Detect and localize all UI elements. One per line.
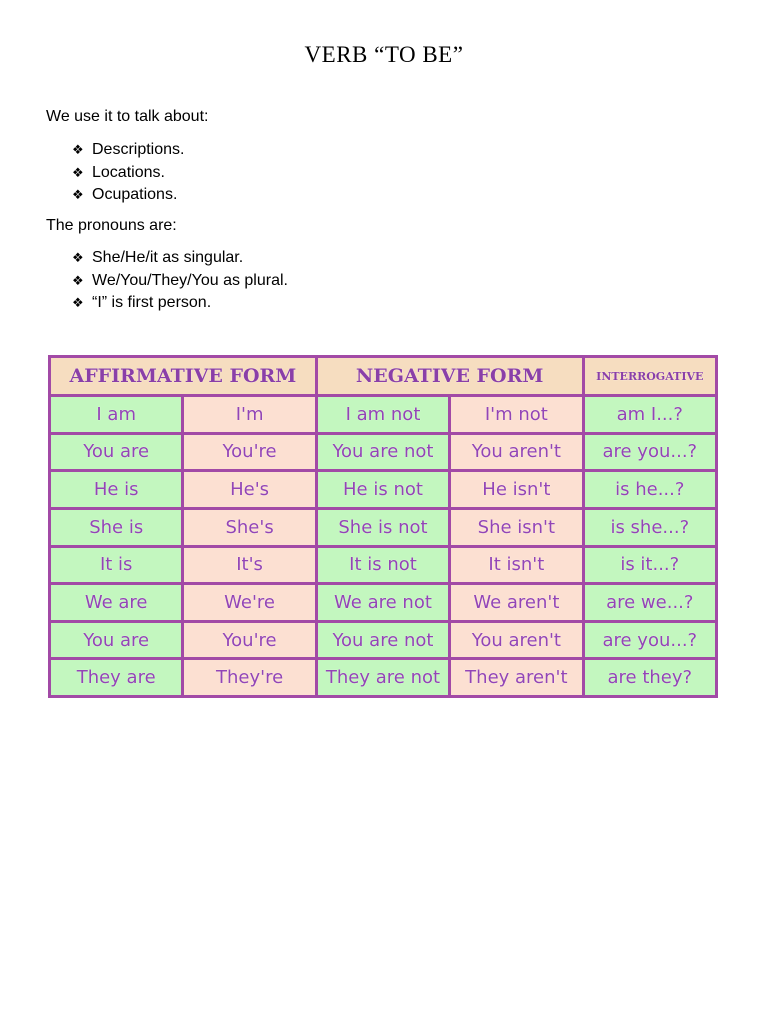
list-item bbox=[72, 292, 288, 315]
diamond-bullet-icon: ❖ bbox=[72, 164, 84, 180]
list-item bbox=[72, 184, 184, 207]
table-body bbox=[50, 396, 717, 697]
affirmative-contraction-cell: You're bbox=[183, 621, 316, 659]
negative-contraction-cell: They aren't bbox=[450, 659, 583, 697]
interrogative-cell: am I...? bbox=[583, 396, 716, 434]
pronouns-intro-text: The pronouns are: bbox=[46, 217, 177, 234]
pronouns-list bbox=[72, 247, 288, 315]
interrogative-cell: is he...? bbox=[583, 471, 716, 509]
affirmative-full-cell: We are bbox=[50, 584, 183, 622]
affirmative-contraction-cell: It's bbox=[183, 546, 316, 584]
affirmative-contraction-cell: They're bbox=[183, 659, 316, 697]
list-item-text: She/He/it as singular. bbox=[92, 249, 244, 266]
diamond-bullet-icon: ❖ bbox=[72, 142, 84, 157]
negative-full-cell: They are not bbox=[316, 659, 449, 697]
negative-contraction-cell: We aren't bbox=[450, 584, 583, 622]
affirmative-full-cell: I am bbox=[50, 396, 183, 434]
negative-full-cell: She is not bbox=[316, 508, 449, 546]
table-row bbox=[50, 584, 717, 622]
negative-full-cell: You are not bbox=[316, 621, 449, 659]
affirmative-contraction-cell: She's bbox=[183, 508, 316, 546]
list-item-text: We/You/They/You as plural. bbox=[92, 271, 288, 289]
affirmative-form-header: AFFIRMATIVE FORM bbox=[50, 357, 317, 396]
page-title: VERB “TO BE” bbox=[304, 42, 464, 67]
table-row bbox=[50, 621, 717, 659]
diamond-bullet-icon: ❖ bbox=[72, 295, 84, 310]
affirmative-full-cell: They are bbox=[50, 659, 183, 697]
table-row bbox=[50, 396, 717, 434]
negative-contraction-cell: It isn't bbox=[450, 546, 583, 584]
negative-contraction-cell: She isn't bbox=[450, 508, 583, 546]
affirmative-full-cell: He is bbox=[50, 471, 183, 509]
table-row bbox=[50, 659, 717, 697]
negative-contraction-cell: You aren't bbox=[450, 433, 583, 471]
list-item-text: “I” is first person. bbox=[92, 294, 212, 311]
list-item bbox=[72, 247, 288, 270]
affirmative-contraction-cell: You're bbox=[183, 433, 316, 471]
table-row bbox=[50, 508, 717, 546]
negative-full-cell: We are not bbox=[316, 584, 449, 622]
diamond-bullet-icon: ❖ bbox=[72, 272, 84, 288]
list-item bbox=[72, 162, 184, 185]
negative-form-header: NEGATIVE FORM bbox=[316, 357, 583, 396]
affirmative-full-cell: She is bbox=[50, 508, 183, 546]
table-header-row bbox=[50, 357, 717, 396]
interrogative-cell: are you...? bbox=[583, 621, 716, 659]
table-row bbox=[50, 471, 717, 509]
negative-full-cell: I am not bbox=[316, 396, 449, 434]
negative-full-cell: It is not bbox=[316, 546, 449, 584]
table-row bbox=[50, 546, 717, 584]
interrogative-cell: are they? bbox=[583, 659, 716, 697]
negative-contraction-cell: He isn't bbox=[450, 471, 583, 509]
interrogative-cell: is she...? bbox=[583, 508, 716, 546]
list-item bbox=[72, 270, 288, 293]
table-row bbox=[50, 433, 717, 471]
negative-contraction-cell: You aren't bbox=[450, 621, 583, 659]
diamond-bullet-icon: ❖ bbox=[72, 187, 84, 202]
list-item-text: Descriptions. bbox=[92, 141, 185, 158]
affirmative-contraction-cell: He's bbox=[183, 471, 316, 509]
affirmative-contraction-cell: We're bbox=[183, 584, 316, 622]
affirmative-full-cell: It is bbox=[50, 546, 183, 584]
negative-full-cell: You are not bbox=[316, 433, 449, 471]
uses-list bbox=[72, 139, 184, 207]
intro-text: We use it to talk about: bbox=[46, 108, 209, 125]
list-item-text: Locations. bbox=[92, 163, 165, 181]
interrogative-cell: are we...? bbox=[583, 584, 716, 622]
negative-contraction-cell: I'm not bbox=[450, 396, 583, 434]
list-item bbox=[72, 139, 184, 162]
negative-full-cell: He is not bbox=[316, 471, 449, 509]
affirmative-contraction-cell: I'm bbox=[183, 396, 316, 434]
interrogative-cell: is it...? bbox=[583, 546, 716, 584]
verb-to-be-table bbox=[48, 355, 718, 698]
affirmative-full-cell: You are bbox=[50, 433, 183, 471]
list-item-text: Ocupations. bbox=[92, 186, 178, 203]
interrogative-cell: are you...? bbox=[583, 433, 716, 471]
interrogative-header: INTERROGATIVE bbox=[583, 357, 716, 396]
affirmative-full-cell: You are bbox=[50, 621, 183, 659]
diamond-bullet-icon: ❖ bbox=[72, 250, 84, 265]
